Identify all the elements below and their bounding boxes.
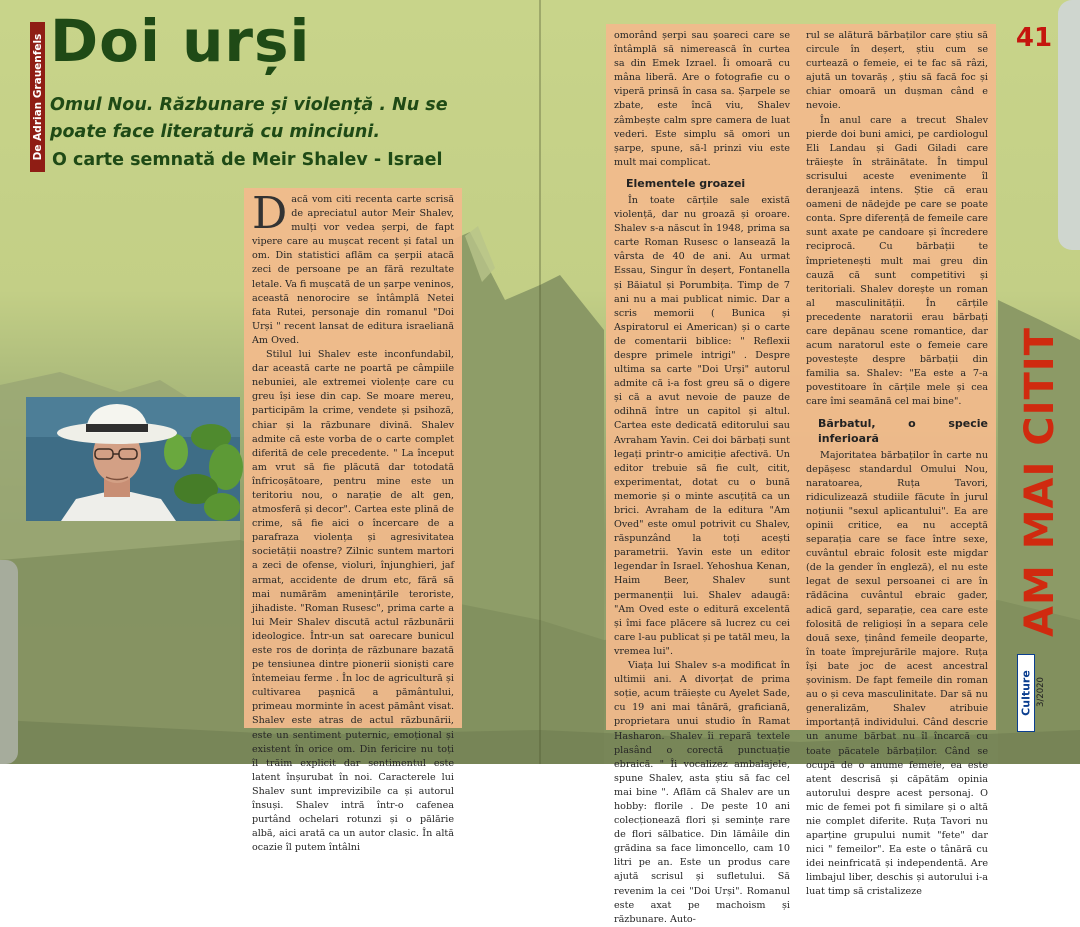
paragraph	[252, 188, 454, 348]
paragraph-text: acă vom citi recenta carte scrisă de apreciatul autor Meir Shalev, mulți vor vedea șerpi, de fapt vipere care au mușcat recent și fatal un om. Din statistici aflăm ca șerpii atacă zeci de persoane pe an fără rezultate letale. Va fi mușcată de un șarpe veninos, această nenorocire se întâmplă Netei fata Rutei, personaje din romanul "Doi Urși " recent lansat de editura israeliană Am Oved.	[252, 194, 454, 346]
paragraph: omorând șerpi sau șoareci care se întâmplă să nimerească în curtea sa din Emek Izrael. Îi omoară cu mâna liberă. Are o fotografie cu o viperă prinsă în casa sa. Șarpele se zbate, este încă viu, Shalev zâmbește calm spre camera de luat vederi. Este simplu să omori un șarpe, spune, să-l prinzi viu este mult mai complicat.	[614, 30, 790, 168]
article-subtitle: Omul Nou. Răzbunare și violență . Nu se poate face literatură cu minciuni.	[50, 95, 448, 142]
section-heading: Elementele groazei	[626, 176, 746, 190]
magazine-name: Culture	[1019, 670, 1033, 716]
paragraph: În toate cărțile sale există violență, dar nu groază și oroare. Shalev s-a născut în 1948, prima sa carte Roman Rusesc o lansează la vârsta de 40 de ani. Au urmat Essau, Singur în deșert, Fontanella și Băiatul și Porumbița. Timp de 7 ani nu a mai publicat nimic. Dar a scris memorii ( Bunica și Aspiratorul ei American) și o carte de comentarii biblice: " Reflexii despre primele intrigi" . Despre ultima sa carte "Doi Urși" autorul admite că i-a fost greu să o digere și că a avut nevoie de pauze de odihnă între un capitol și altul. Cartea este dedicată editorului sau Avraham Yavin. Cei doi bărbați sunt legați printr-o amiciție afectivă. Un editor trebuie să fie cult, citit, experimentat, dotat cu o bună memorie și o minte ascuțită ca un brici. Avraham de la editura "Am Oved" este omul potrivit cu Shalev, răspunzând la toți acești parametrii. Yavin este un editor legendar în Israel. Yehoshua Kenan, Haim Beer, Shalev sunt permanenții lui. Shalev adaugă: "Am Oved este o editură excelentă și îmi face plăcere să lucrez cu cei care l-au publicat și pe tatăl meu, la vremea lui".	[614, 194, 790, 657]
page-tab-right	[1058, 0, 1080, 250]
section-label	[1012, 327, 1068, 637]
author-vertical-label	[30, 22, 45, 172]
issue-number	[1035, 654, 1047, 730]
issue-text: 3/2020	[1036, 677, 1046, 707]
section-heading: Bărbatul, o specie inferioară	[818, 416, 988, 445]
author-portrait-photo	[26, 397, 240, 521]
article-column-3	[798, 24, 996, 898]
paragraph: În anul care a trecut Shalev pierde doi buni amici, pe cardiologul Eli Landau și Gadi Giladi care trăiește în străinătate. În timpul scrisului aceste evenimente îl deranjează intens. Știe că erau oameni de nădejde pe care se poate conta. Spre diferență de femeile care sunt axate pe candoare și încredere reciprocă. Cu bărbații te împrietenești mult mai greu din cauză că sunt competitivi și teritoriali. Shalev dorește un roman al masculinității. În cărțile precedente naratorii erau bărbați care depănau scene romantice, dar acum naratorul este o femeie care povestește despre bărbații din familia sa. Shalev: "Ea este a 7-a povestitoare în cărțile mele și cea care îmi seamănă cel mai bine".	[806, 114, 988, 408]
paragraph: Viața lui Shalev s-a modificat în ultimii ani. A divorțat de prima soție, acum trăiește cu Ayelet Sade, cu 19 ani mai tânără, graficiană, proprietara unui studio în Ramat Hasharon. Shalev îi repară textele plasând o corectă punctuație ebraică. " Îi vocalizez ambalajele, spune Shalev, asta știu să fac cel mai bine ". Aflăm că Shalev are un hobby: florile . De peste 10 ani colecționează flori și semințe rare de flori sălbatice. Din lămâile din grădina sa face limoncello, cam 10 litri pe an. Este un produs care ajută scrisul și sufletului. Să revenim la cei "Doi Urși". Romanul este axat pe machoism și răzbunare. Auto-	[614, 660, 790, 925]
paragraph: Majoritatea bărbaților în carte nu depășesc standardul Omului Nou, naratoarea, Ruța Tavori, ridiculizează studiile făcute în jurul noțiunii "sexul aplicantului". Ea are opinii critice, ea nu acceptă separația care se face între sexe, cuvântul ebraic folosit este migdar (de la gender în engleză), el nu este legat de sexul persoanei ci are în rădăcina cuvântul ebraic gader, adică gard, separație, cea care este folosită de religioși în a separa cele două sexe, ținând femeile deoparte, în toate împrejurările majore. Ruța își bate joc de acest ancestral șovinism. De fapt femeile din roman au o și ceva masculinitate. Dar să nu generalizăm, Shalev atribuie importanță individului. Când descrie un anume bărbat nu îl încarcă cu toate păcatele bărbaților. Când se ocupă de o anume femeie, ea este atent descrisă și căpătăm opinia autorului despre acest personaj. O mic de femei pot fi similare și o altă nie complet diferite. Ruța Tavori nu aparține grupului numit "fete" dar nici " femeilor". Ea este o tânără cu idei neinfricată și independentă. Are limbajul liber, deschis și autorului i-a luat timp să cristalizeze	[806, 449, 988, 898]
article-column-1	[244, 188, 462, 854]
portrait-illustration	[26, 397, 240, 521]
article-byline: O carte semnată de Meir Shalev - Israel	[52, 150, 443, 170]
article-title: Doi urși	[50, 7, 311, 75]
section-label-text: AM MAI CITIT	[1017, 327, 1063, 637]
page-tab-left	[0, 560, 18, 764]
page-divider	[539, 0, 541, 764]
paragraph: Stilul lui Shalev este inconfundabil, dar această carte ne poartă pe câmpiile nebuniei, ale extremei violențe care cu greu își iese din cap. Se moare mereu, participăm la crime, vendete și psihoză, chiar și la răzbunare divină. Shalev admite că este vorba de o carte complet diferită de cele precedente. " La început am vrut să fie plăcută dar totodată înfricoșătoare, pentru mine este un teritoriu nou, o narație de alt gen, atmosferă și decor". Cartea este plină de crime, să fie aici o încercare de a parafraza violența și agresivitatea societății noastre? Zilnic suntem martori a zeci de ofense, violuri, înjunghieri, jaf armat, accidente de drum etc, fără să mai numărăm amenințările teroriste, jihadiste. "Roman Rusesc", prima carte a lui Meir Shalev discută actul răzbunării ideologice. Într-un sat oarecare bunicul este ros de dorința de răzbunare bazată pe tensiunea dintre pionerii sioniști care întemeiau ferme . În loc de agricultură și cultivarea pașnică a pământului, primeau morminte în acest pământ visat. Shalev este atras de actul răzbunării, este un sentiment puternic, emoțional și existent în orice om. Din fericire nu toți îl trăim explicit dar sentimentul este latent înșurubat în noi. Caracterele lui Shalev sunt imprevizibile ca și autorul însuși. Shalev intră într-o cafenea purtând ochelari rotunzi și o pălărie albă, aici arată ca un autor clasic. În altă ocazie îl putem întâlni	[252, 349, 454, 854]
author-name: De Adrian Grauenfels	[31, 33, 44, 161]
page-number: 41	[1015, 23, 1053, 53]
drop-cap: D	[252, 188, 288, 239]
article-column-2	[606, 24, 798, 925]
magazine-logo	[1017, 654, 1035, 732]
paragraph: rul se alătură bărbaților care știu să circule în deșert, știu cum se curtează o femeie, ei te fac să râzi, ajută un tovarăș , știu să facă foc și chiar omoară un dușman când e nevoie.	[806, 30, 988, 112]
